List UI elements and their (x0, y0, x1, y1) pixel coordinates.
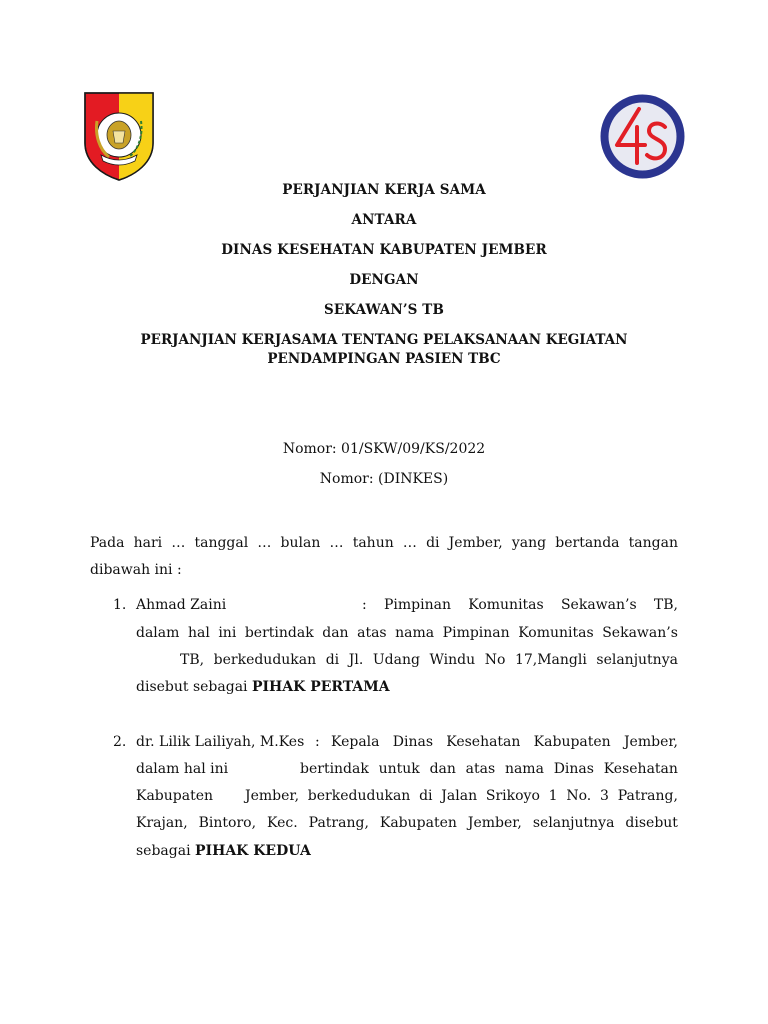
word: 17,Mangli (514, 652, 587, 668)
word: selanjutnya (532, 815, 615, 831)
word: nama (504, 761, 544, 777)
word: Kabupaten (379, 815, 457, 831)
party-2-prefix: sebagai (136, 843, 196, 859)
word: Kec. (267, 815, 298, 831)
party-1-label: PIHAK PERTAMA (251, 679, 390, 695)
word: TB, (180, 652, 205, 668)
title-perjanjian: PERJANJIAN KERJA SAMA (282, 182, 486, 198)
title-subject-line1: PERJANJIAN KERJASAMA TENTANG PELAKSANAAN KEGIATAN (140, 332, 628, 348)
party-1-prefix: disebut sebagai (136, 679, 252, 695)
party-1-role (384, 597, 678, 613)
party-2-line3a: Kabupaten (136, 788, 214, 804)
word: hal (187, 625, 210, 641)
party-1-name: Ahmad Zaini (136, 597, 227, 613)
party-2-number: 2. (113, 734, 127, 750)
nomor-dinkes: Nomor: (DINKES) (319, 471, 449, 487)
word: Windu (429, 652, 476, 668)
party-2-line2a: dalam hal ini (136, 761, 229, 777)
party-2-label: PIHAK KEDUA (195, 843, 311, 859)
word: dalam (136, 625, 180, 641)
word: dan (322, 625, 349, 641)
title-subject-line2: PENDAMPINGAN PASIEN TBC (267, 351, 501, 367)
word: Dinas (553, 761, 594, 777)
intro-paragraph: Pada hari … tanggal … bulan … tahun … di Jember, yang bertanda tangan dibawah ini : (90, 535, 678, 578)
jember-seal-logo (83, 91, 155, 181)
word: atas (465, 761, 496, 777)
word: Bintoro, (198, 815, 257, 831)
word: Jember, (467, 815, 522, 831)
party-1-number: 1. (113, 597, 127, 613)
word: bertindak (300, 761, 369, 777)
word: Jl. (348, 652, 364, 668)
party-2-colon: : (315, 734, 320, 750)
word: ini (218, 625, 237, 641)
party-2-line2 (300, 761, 678, 777)
word: Udang (372, 652, 420, 668)
party-1-colon: : (362, 597, 367, 613)
word: Komunitas (518, 625, 594, 641)
party-2-line5 (136, 843, 311, 859)
title-subject (110, 331, 658, 369)
word: Kesehatan (446, 734, 521, 750)
word: bertindak (244, 625, 314, 641)
word: Jalan (441, 788, 478, 804)
word: Sekawan’s (560, 597, 637, 613)
party-2-role (331, 734, 678, 750)
word: TB, (653, 597, 678, 613)
word: Sekawan’s (602, 625, 678, 641)
word: Pimpinan (384, 597, 451, 613)
word: Pimpinan (442, 625, 510, 641)
word: disebut (625, 815, 678, 831)
party-1-line3 (180, 652, 678, 668)
word: atas (357, 625, 387, 641)
party-2-line4 (136, 815, 678, 831)
sekawans-4s-logo (599, 93, 686, 180)
word: Kabupaten (533, 734, 611, 750)
title-sekawans: SEKAWAN’S TB (324, 302, 444, 318)
word: Dinas (392, 734, 433, 750)
title-dinas-kesehatan: DINAS KESEHATAN KABUPATEN JEMBER (221, 242, 547, 258)
nomor-sekawans: Nomor: 01/SKW/09/KS/2022 (282, 441, 486, 457)
word: untuk (378, 761, 420, 777)
party-2-line3 (245, 788, 678, 804)
word: berkedudukan (213, 652, 317, 668)
word: selanjutnya (596, 652, 678, 668)
title-dengan: DENGAN (349, 272, 419, 288)
word: 3 (600, 788, 609, 804)
word: Kesehatan (603, 761, 678, 777)
word: No. (566, 788, 592, 804)
word: di (419, 788, 433, 804)
word: 1 (548, 788, 558, 804)
word: Srikoyo (485, 788, 540, 804)
word: Patrang, (308, 815, 369, 831)
word: No (484, 652, 506, 668)
word: nama (395, 625, 435, 641)
word: Kepala (331, 734, 380, 750)
word: berkedudukan (307, 788, 411, 804)
word: Patrang, (617, 788, 678, 804)
party-1-line4 (136, 679, 390, 695)
word: dan (429, 761, 456, 777)
word: Komunitas (468, 597, 544, 613)
party-1-line2 (136, 625, 678, 641)
title-antara: ANTARA (351, 212, 417, 228)
word: Jember, (623, 734, 678, 750)
word: Jember, (245, 788, 300, 804)
party-2-name: dr. Lilik Lailiyah, M.Kes (136, 734, 305, 750)
word: di (325, 652, 340, 668)
word: Krajan, (136, 815, 188, 831)
